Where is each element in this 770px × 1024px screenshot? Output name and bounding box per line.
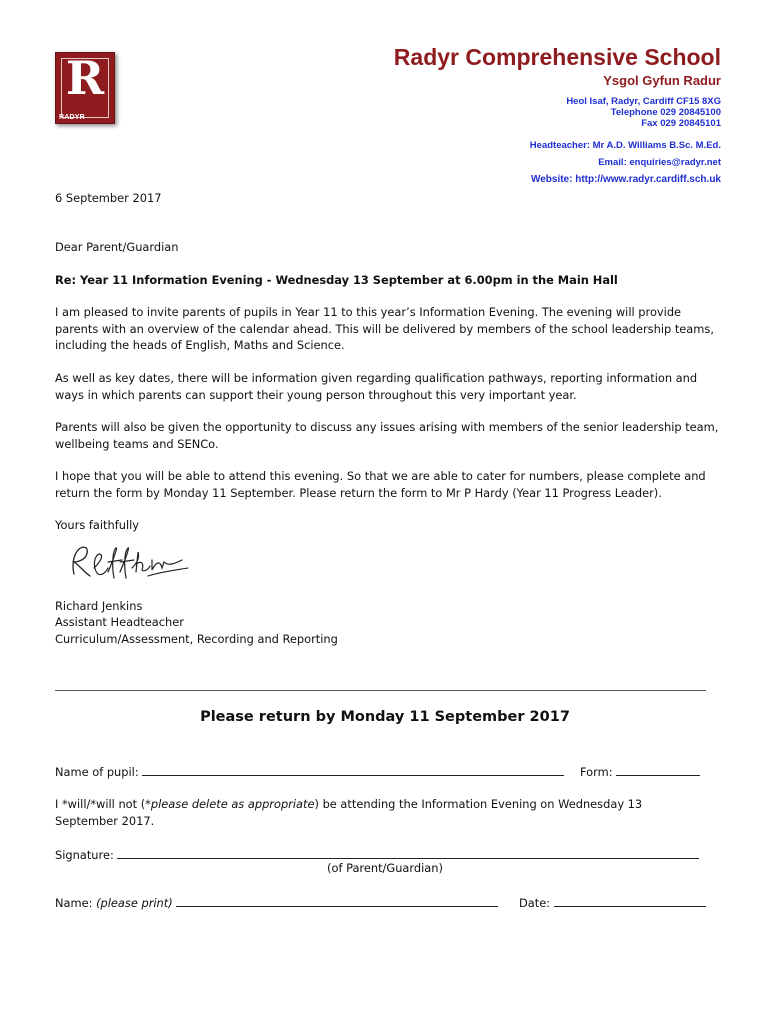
attendance-instruction: please delete as appropriate	[150, 797, 315, 811]
letter-date: 6 September 2017	[55, 191, 162, 205]
signature-text: R Jenkins	[64, 538, 69, 539]
school-email: Email: enquiries@radyr.net	[598, 157, 721, 168]
form-label: Form:	[580, 765, 613, 779]
print-name-instruction: (please print)	[96, 896, 173, 910]
pupil-name-label: Name of pupil:	[55, 765, 139, 779]
handwritten-signature	[64, 538, 194, 588]
welsh-school-name: Ysgol Gyfun Radur	[603, 73, 721, 88]
logo-caption: RADYR	[59, 114, 85, 121]
closing: Yours faithfully	[55, 518, 140, 532]
attendance-prefix: I *will/*will not (*	[55, 797, 151, 811]
signature-sublabel: (of Parent/Guardian)	[327, 861, 443, 875]
school-website: Website: http://www.radyr.cardiff.sch.uk	[530, 174, 721, 185]
attendance-suffix: ) be attending the Information Evening on Wednesday 13 September 2017.	[55, 797, 643, 828]
paragraph-return-form: I hope that you will be able to attend this evening. So that we are able to cater for numbers, please complete and return the form by Monday 11 September. Please return the form to Mr P Hardy (Year 11 Progress Leader).	[55, 469, 706, 500]
headteacher: Headteacher: Mr A.D. Williams B.Sc. M.Ed.	[529, 140, 721, 151]
print-name-label: Name:	[55, 896, 93, 910]
signature-label: Signature:	[55, 848, 114, 862]
school-fax: Fax 029 20845101	[641, 118, 721, 129]
signatory-department: Curriculum/Assessment, Recording and Reporting	[55, 632, 338, 646]
form-row	[580, 763, 700, 779]
school-logo	[55, 52, 115, 124]
school-name: Radyr Comprehensive School	[393, 44, 721, 70]
date-row	[519, 894, 706, 910]
salutation: Dear Parent/Guardian	[55, 240, 179, 254]
signatory-role: Assistant Headteacher	[55, 615, 184, 629]
print-name-field[interactable]	[176, 894, 498, 907]
return-form-title: Please return by Monday 11 September 2017	[200, 709, 570, 725]
tear-off-divider	[55, 690, 706, 691]
pupil-name-field[interactable]	[142, 763, 564, 776]
signatory-name: Richard Jenkins	[55, 599, 143, 613]
logo-letter: R	[65, 51, 105, 105]
date-field[interactable]	[554, 894, 706, 907]
attendance-statement	[55, 796, 695, 829]
date-label: Date:	[519, 896, 551, 910]
form-field[interactable]	[616, 763, 700, 776]
signature-field[interactable]	[117, 846, 699, 859]
paragraph-invite: I am pleased to invite parents of pupils in Year 11 to this year’s Information Evening. The evening will provide parents with an overview of the calendar ahead. This will be delivered by members of the school leadership teams, including the heads of English, Maths and Science.	[55, 305, 714, 353]
paragraph-discuss: Parents will also be given the opportunity to discuss any issues arising with members of the senior leadership team, wellbeing teams and SENCo.	[55, 420, 719, 451]
paragraph-key-dates: As well as key dates, there will be information given regarding qualification pathways, reporting information and ways in which parents can support their young person throughout this very important year.	[55, 371, 698, 402]
school-address: Heol Isaf, Radyr, Cardiff CF15 8XG	[566, 96, 721, 107]
letter-subject: Re: Year 11 Information Evening - Wednesday 13 September at 6.00pm in the Main Hall	[55, 273, 618, 287]
school-telephone: Telephone 029 20845100	[610, 107, 721, 118]
